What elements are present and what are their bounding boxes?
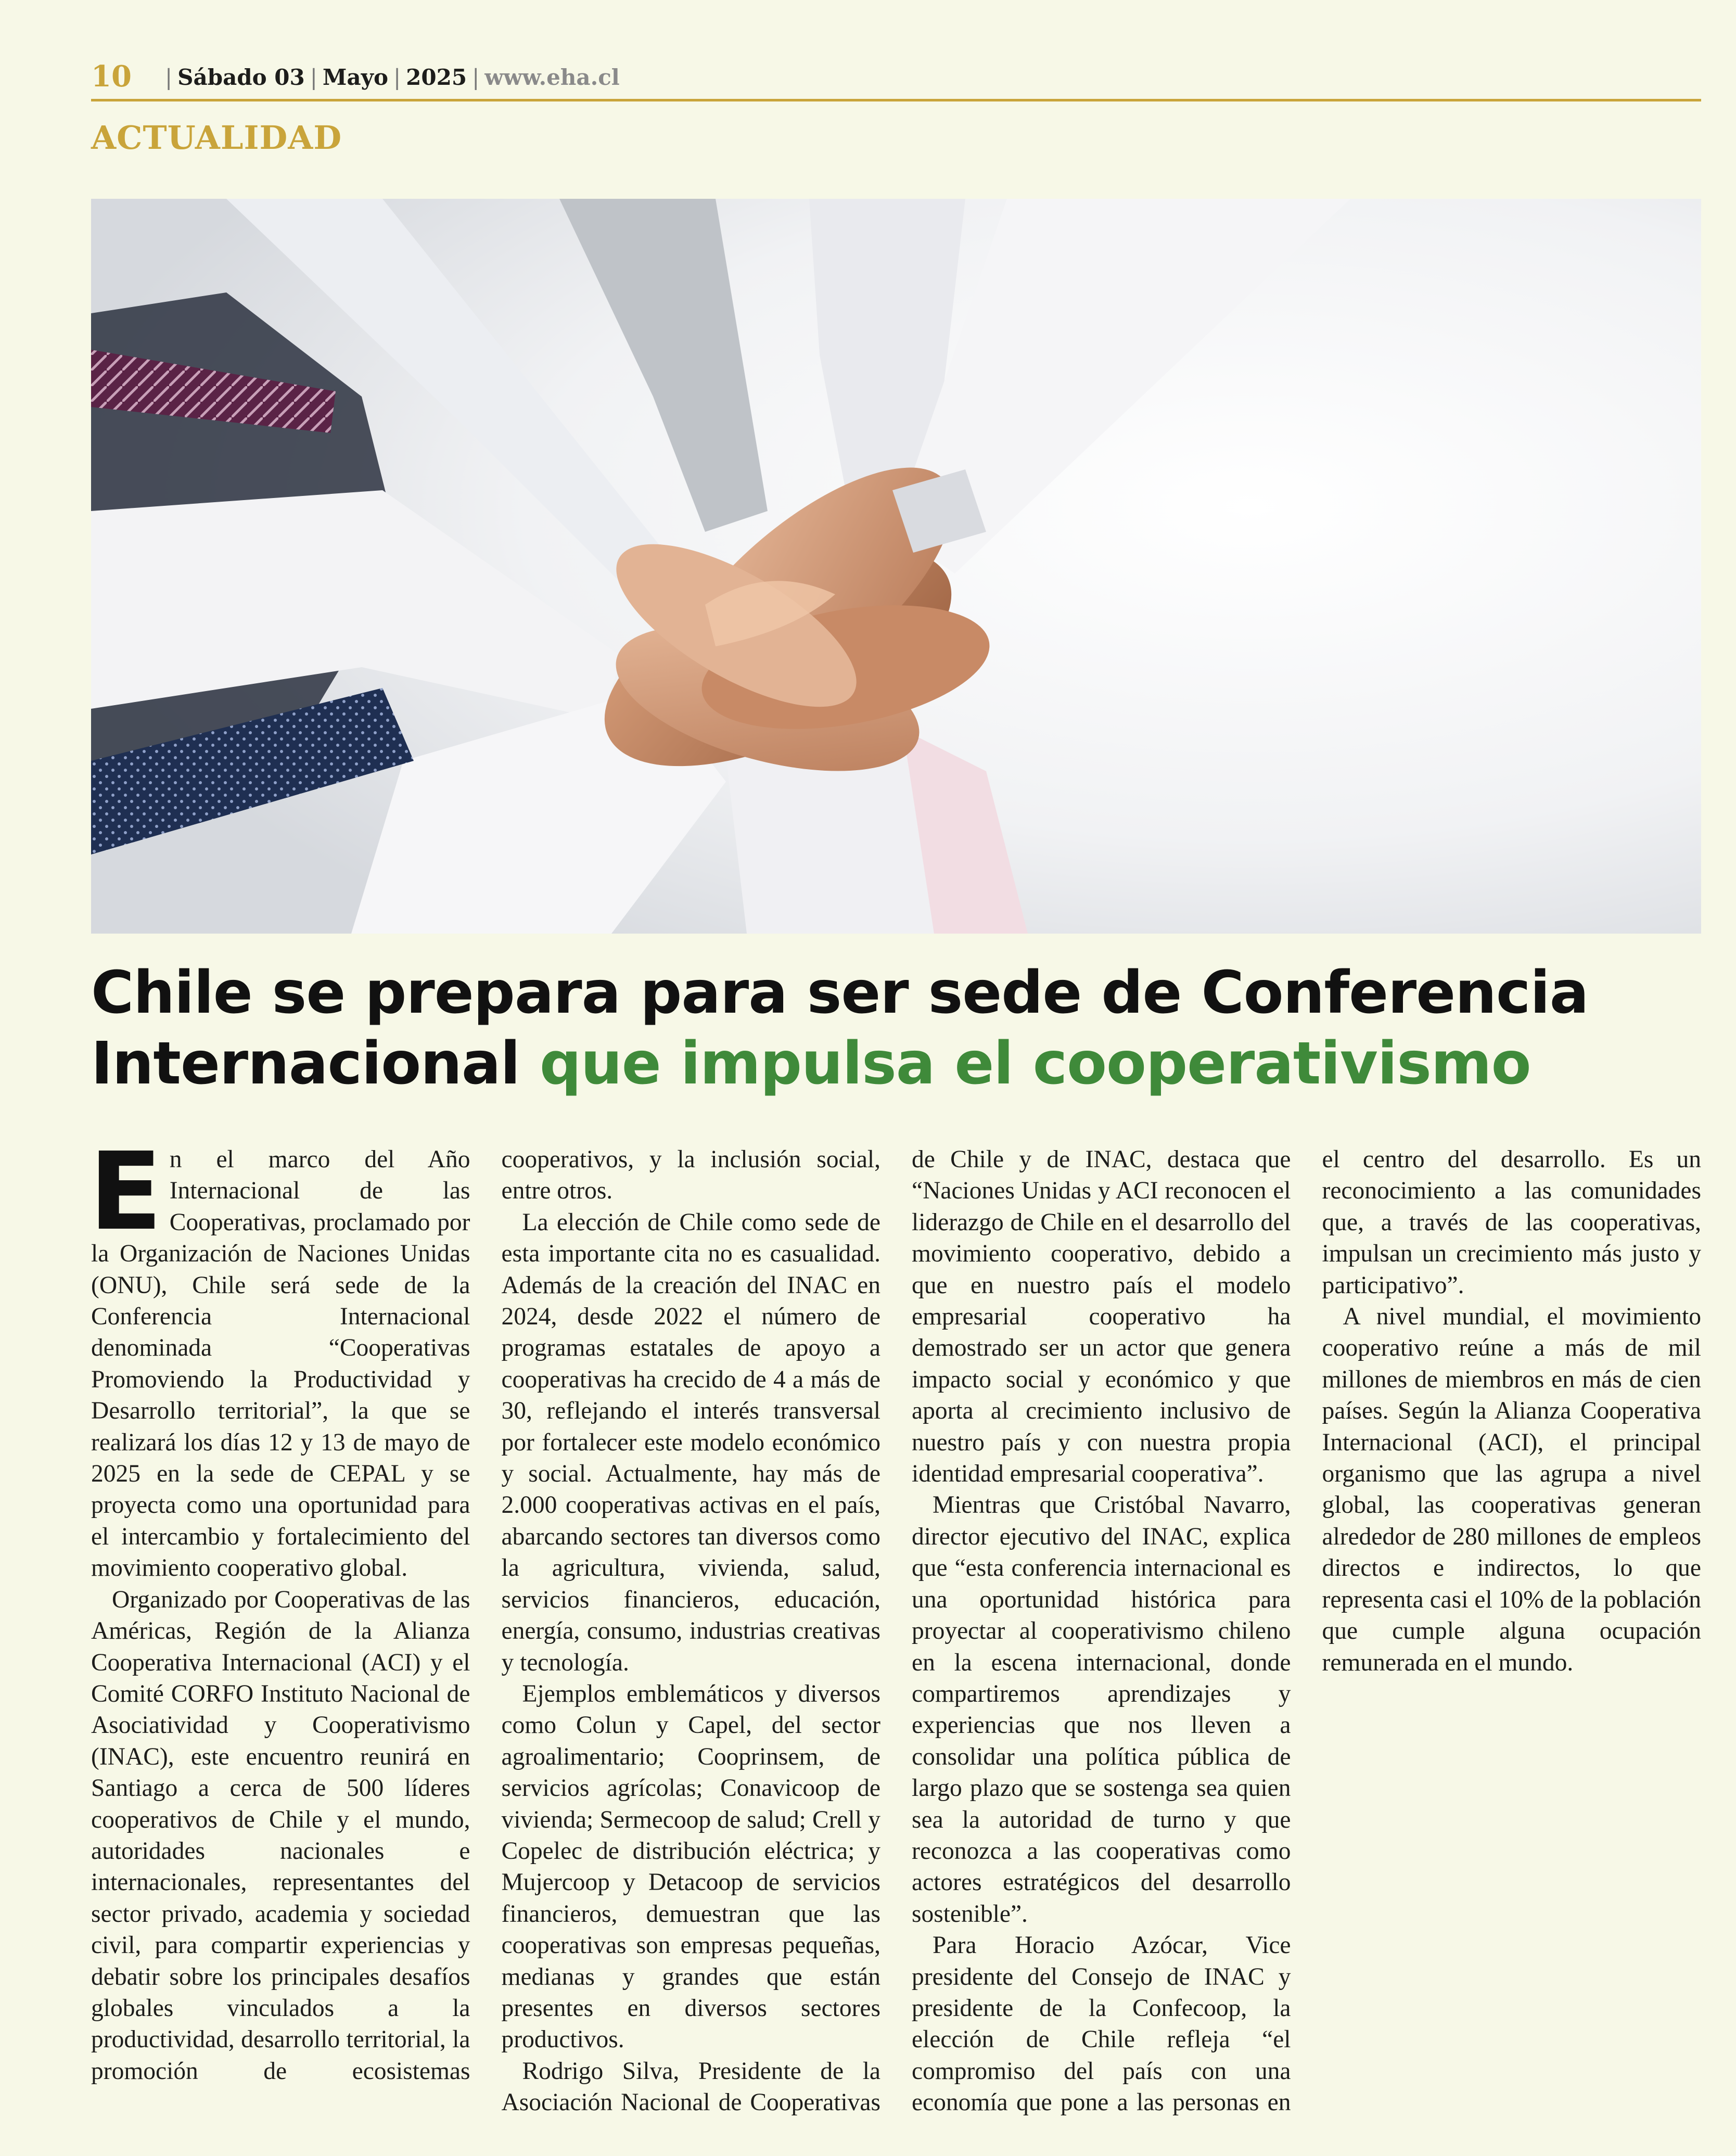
paragraph-2: Organizado por Cooperativas de las Américas, Región de la Alianza Cooperativa Internacional (ACI) y el Comité CORFO Instituto Nacional de Asociatividad y Cooperativismo (INAC), este encuentro reunirá en Santiago a cerca de 500 líderes cooperativos de Chile y el mundo, autoridades nacionales e internacionales, representantes del sector privado, academia y sociedad civil, para compartir experiencias y debatir sobre los principales desafíos globales vinculados a la productividad, desarrollo territorial, la promoción de ecosistemas cooperativos, y la inclusión social, entre otros. xyxy=(91,1146,880,2085)
page-header xyxy=(91,58,1701,101)
stacked-hands-photo xyxy=(91,199,1701,934)
paragraph-8: A nivel mundial, el movimiento cooperativo reúne a más de mil millones de miembros en más de cien países. Según la Alianza Cooperativa Internacional (ACI), el principal organismo que las agrupa a nivel global, las cooperativas generan alrededor de 280 millones de empleos directos e indirectos, lo que representa casi el 10% de la población que cumple alguna ocupación remunerada en el mundo. xyxy=(1322,1303,1701,1676)
article-body xyxy=(89,1129,1701,2133)
paragraph-1 xyxy=(89,1129,470,1584)
date-day: Sábado 03 xyxy=(177,65,305,90)
paragraph-7: Para Horacio Azócar, Vice presidente del Consejo de INAC y presidente de la Confecoop, la elección de Chile refleja “el compromiso del país con una economía que pone a las personas en el centro del desarrollo. Es un reconocimiento a las comunidades que, a través de las cooperativas, impulsan un crecimiento más justo y participativo”. xyxy=(912,1146,1701,2116)
headline-main: Chile se prepara para ser sede de Conferencia Internacional xyxy=(91,959,1589,1098)
paragraph-6: Mientras que Cristóbal Navarro, director ejecutivo del INAC, explica que “esta conferencia internacional es una oportunidad histórica para proyectar al cooperativismo chileno en la escena internacional, donde compartiremos aprendizajes y experiencias que nos lleven a consolidar una política pública de largo plazo que se sostenga sea quien sea la autoridad de turno y que reconozca a las cooperativas como actores estratégicos del desarrollo sostenible”. xyxy=(912,1491,1291,1928)
header-meta: | Sábado 03 | Mayo | 2025 | www.eha.cl xyxy=(165,65,620,90)
drop-cap: E xyxy=(89,1129,162,1254)
paragraph-1-text: n el marco del Año Internacional de las Cooperativas, proclamado por la Organización de Naciones Unidas (ONU), Chile será sede de la Conferencia Internacional denominada “Cooperativas Promoviendo la Productividad y Desarrollo territorial”, la que se realizará los días 12 y 13 de mayo de 2025 en la sede de CEPAL y se proyecta como una oportunidad para el intercambio y fortalecimiento del movimiento cooperativo global. xyxy=(91,1146,470,1582)
paragraph-4: Ejemplos emblemáticos y diversos como Colun y Capel, del sector agroalimentario; Cooprinsem, de servicios agrícolas; Conavicoop de vivienda; Sermecoop de salud; Crell y Copelec de distribución eléctrica; y Mujercoop y Detacoop de servicios financieros, demuestran que las cooperativas son empresas pequeñas, medianas y grandes que están presentes en diversos sectores productivos. xyxy=(501,1680,880,2053)
date-year: 2025 xyxy=(406,65,467,90)
article-headline xyxy=(91,958,1701,1099)
section-label: ACTUALIDAD xyxy=(91,119,342,157)
paragraph-5: Rodrigo Silva, Presidente de la Asociación Nacional de Cooperativas de Chile y de INAC, destaca que “Naciones Unidas y ACI reconocen el liderazgo de Chile en el desarrollo del movimiento cooperativo, debido a que en nuestro país el modelo empresarial cooperativo ha demostrado ser un actor que genera impacto social y económico y que aporta al crecimiento inclusivo de nuestro país y con nuestra propia identidad empresarial cooperativa”. xyxy=(501,1146,1291,2116)
website-url: www.eha.cl xyxy=(484,65,620,90)
page-number: 10 xyxy=(91,59,132,94)
date-month: Mayo xyxy=(322,65,389,90)
paragraph-3: La elección de Chile como sede de esta importante cita no es casualidad. Además de la creación del INAC en 2024, desde 2022 el número de programas estatales de apoyo a cooperativas ha crecido de 4 a más de 30, reflejando el interés transversal por fortalecer este modelo económico y social. Actualmente, hay más de 2.000 cooperativas activas en el país, abarcando sectores tan diversos como la agricultura, vivienda, salud, servicios financieros, educación, energía, consumo, industrias creativas y tecnología. xyxy=(501,1208,880,1676)
photo-illustration xyxy=(91,199,1701,934)
headline-highlight: que impulsa el cooperativismo xyxy=(539,1030,1531,1098)
